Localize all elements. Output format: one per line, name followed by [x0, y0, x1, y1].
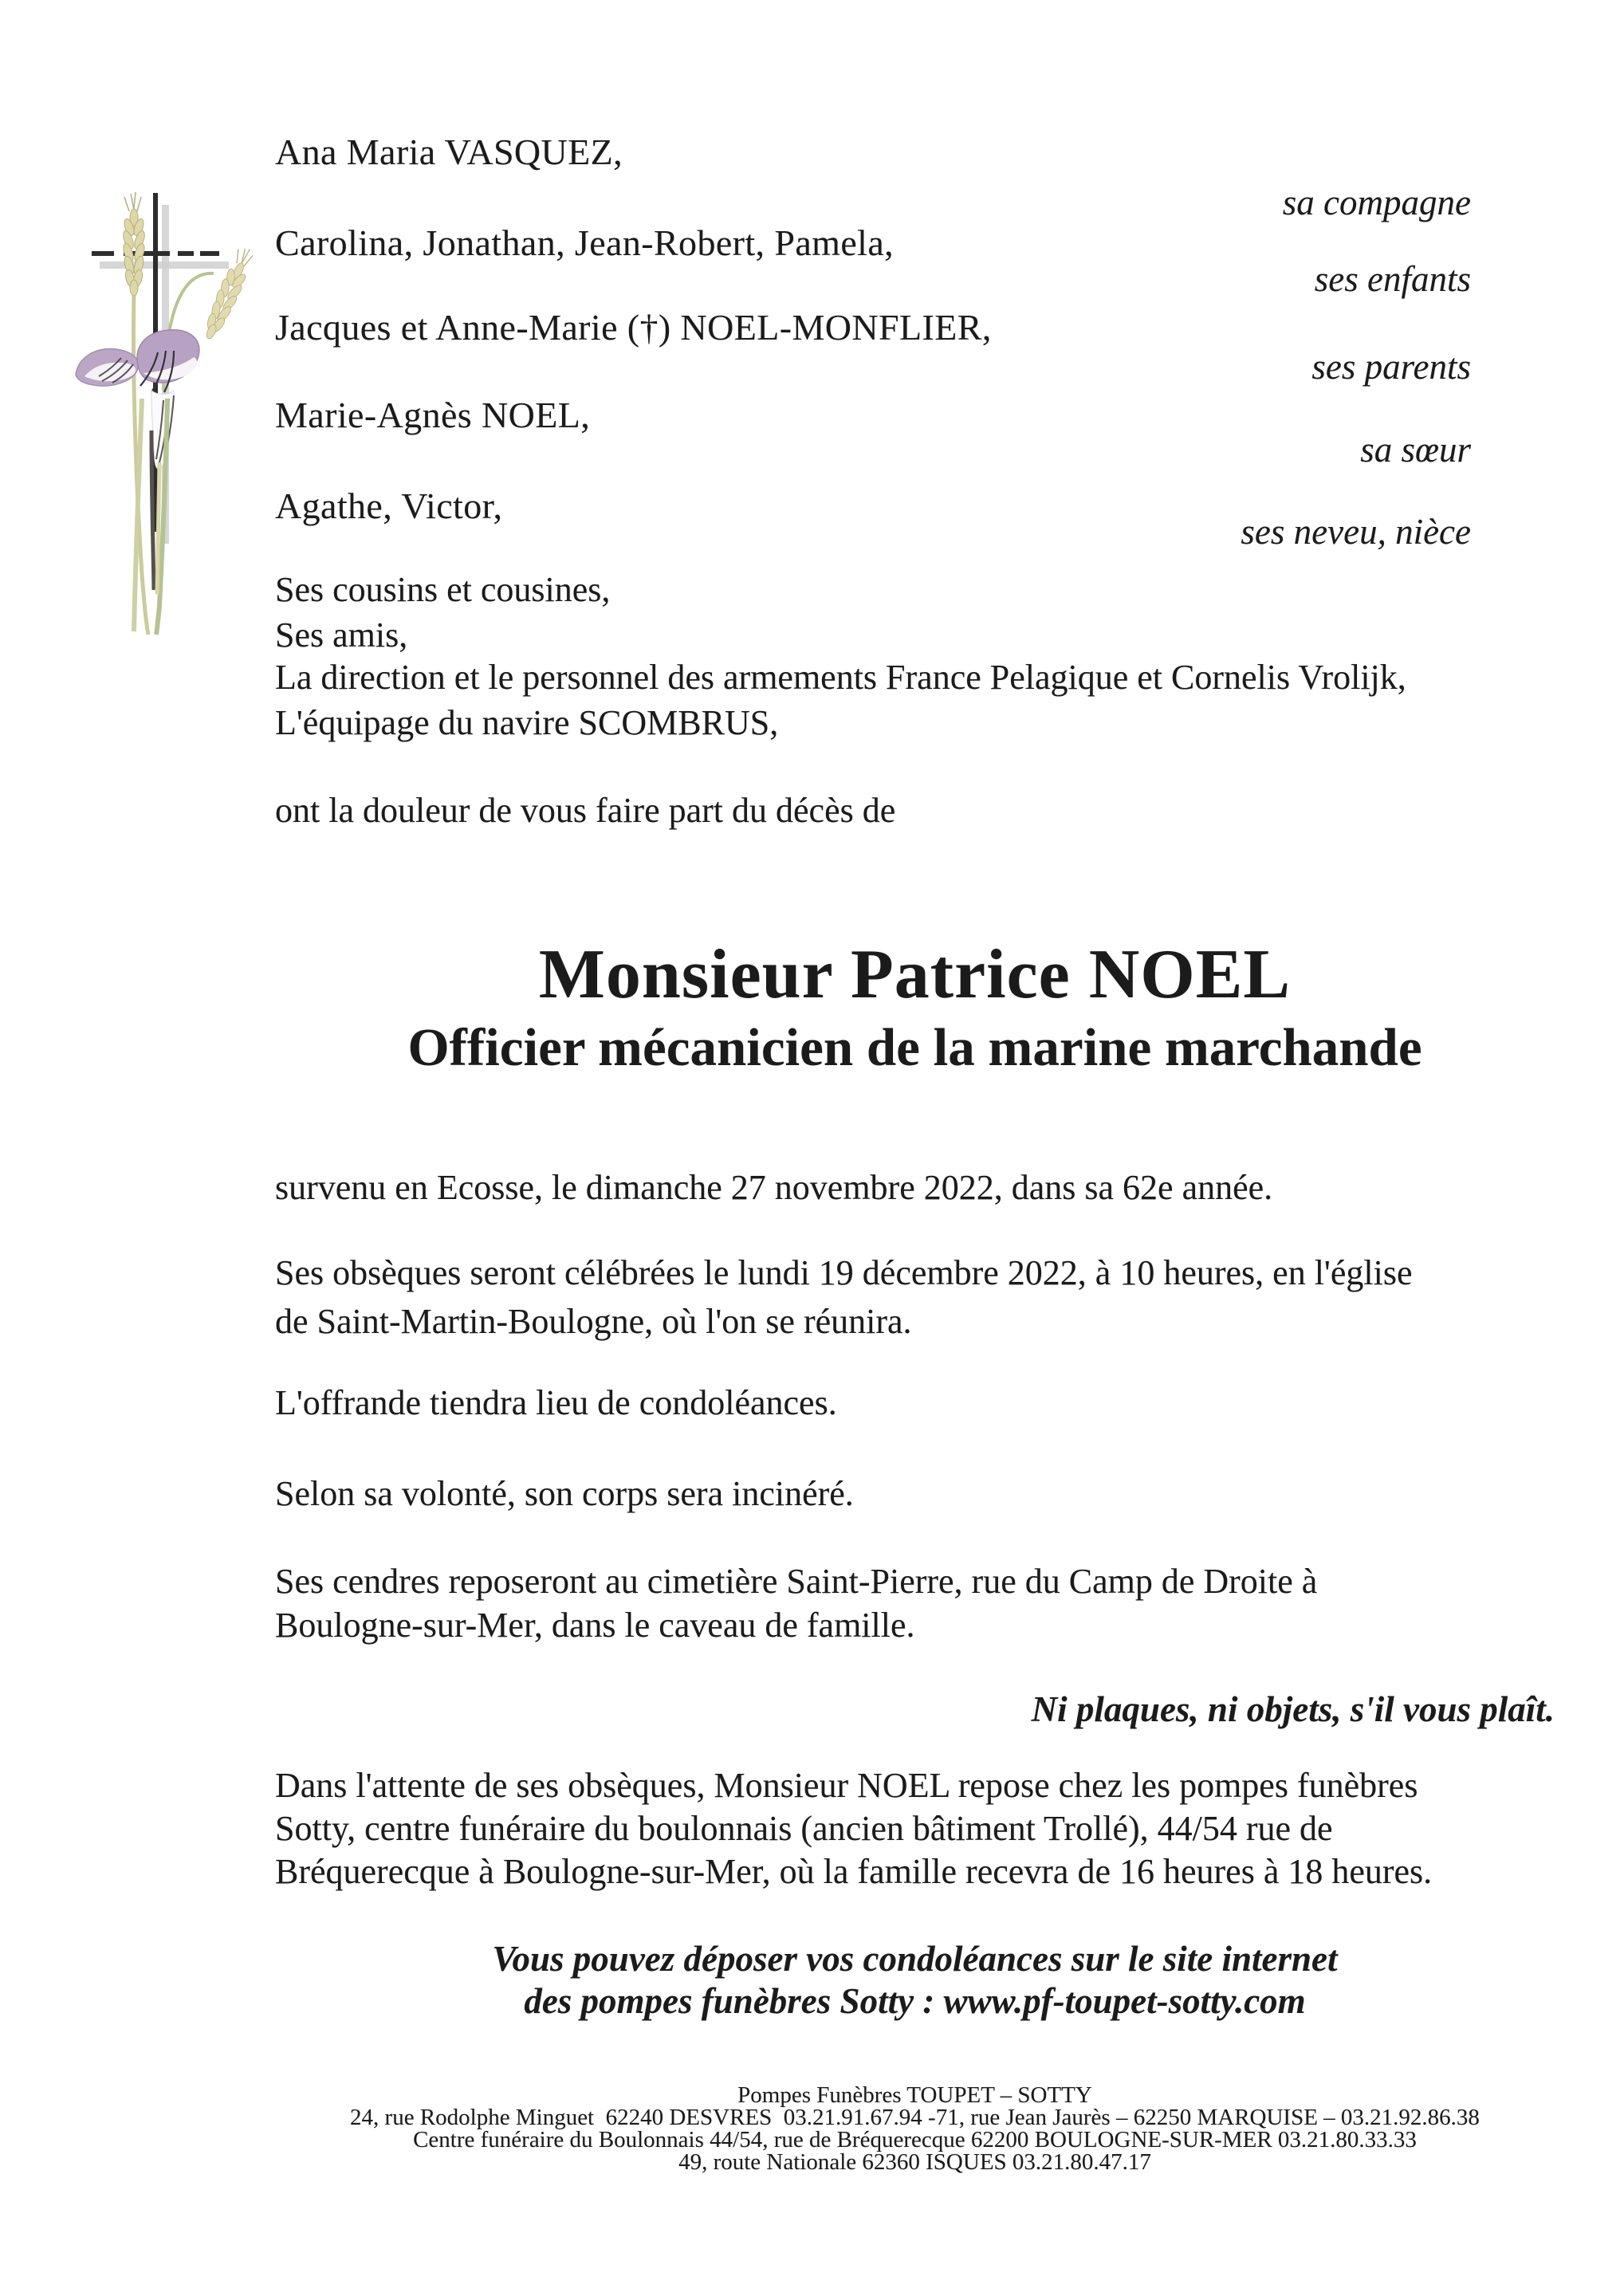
relation-label-4: sa sœur — [1360, 430, 1471, 470]
ceremony-line-1: Ses obsèques seront célébrées le lundi 19 décembre 2022, à 10 heures, en l'église — [275, 1253, 1413, 1292]
repose-line-1: Dans l'attente de ses obsèques, Monsieur NOEL repose chez les pompes funèbres — [275, 1766, 1418, 1805]
offering-line: L'offrande tiendra lieu de condoléances. — [275, 1383, 837, 1422]
footer-address-line-2: Centre funéraire du Boulonnais 44/54, rue de Bréquerecque 62200 BOULOGNE-SUR-MER 03.21.80.33.33 — [413, 2127, 1417, 2152]
condolences-line-1: Vous pouvez déposer vos condoléances sur le site internet — [492, 1939, 1338, 1979]
condolences-line-2: des pompes funèbres Sotty : www.pf-toupet-sotty.com — [524, 1981, 1306, 2021]
relation-name-5: Agathe, Victor, — [275, 486, 503, 526]
ashes-line-2: Boulogne-sur-Mer, dans le caveau de famille. — [275, 1606, 915, 1645]
mourners-line-4: L'équipage du navire SCOMBRUS, — [275, 703, 779, 742]
relation-label-3: ses parents — [1311, 347, 1471, 387]
mourners-line-2: Ses amis, — [275, 615, 408, 655]
memorial-cross-artwork — [32, 159, 271, 670]
relation-name-3: Jacques et Anne-Marie (†) NOEL-MONFLIER, — [275, 307, 992, 348]
footer-address-line-1: 24, rue Rodolphe Minguet 62240 DESVRES 03.21.91.67.94 -71, rue Jean Jaurès – 62250 MARQUISE – 03.21.92.86.38 — [350, 2105, 1480, 2130]
ashes-line-1: Ses cendres reposeront au cimetière Saint-Pierre, rue du Camp de Droite à — [275, 1562, 1318, 1601]
ceremony-line-2: de Saint-Martin-Boulogne, où l'on se réunira. — [275, 1302, 912, 1341]
repose-line-2: Sotty, centre funéraire du boulonnais (ancien bâtiment Trollé), 44/54 rue de — [275, 1809, 1333, 1848]
footer-company: Pompes Funèbres TOUPET – SOTTY — [737, 2082, 1092, 2108]
death-line: survenu en Ecosse, le dimanche 27 novembre 2022, dans sa 62e année. — [275, 1168, 1273, 1207]
relation-label-5: ses neveu, nièce — [1241, 512, 1471, 552]
no-plaques-note: Ni plaques, ni objets, s'il vous plaît. — [1031, 1689, 1555, 1729]
deceased-name: Monsieur Patrice NOEL — [538, 936, 1292, 1013]
deceased-title: Officier mécanicien de la marine marchande — [407, 1018, 1422, 1077]
repose-line-3: Bréquerecque à Boulogne-sur-Mer, où la famille recevra de 16 heures à 18 heures. — [275, 1852, 1433, 1891]
announcement-line: ont la douleur de vous faire part du décès de — [275, 791, 896, 830]
relation-name-4: Marie-Agnès NOEL, — [275, 395, 591, 435]
relation-name-1: Ana Maria VASQUEZ, — [275, 132, 623, 172]
mourners-line-1: Ses cousins et cousines, — [275, 570, 611, 609]
relation-label-1: sa compagne — [1282, 183, 1471, 222]
relation-name-2: Carolina, Jonathan, Jean-Robert, Pamela, — [275, 222, 895, 263]
footer-address-line-3: 49, route Nationale 62360 ISQUES 03.21.80.47.17 — [678, 2149, 1151, 2175]
cremation-line: Selon sa volonté, son corps sera incinéré. — [275, 1474, 854, 1513]
relation-label-2: ses enfants — [1314, 259, 1471, 299]
mourners-line-3: La direction et le personnel des armements France Pelagique et Cornelis Vrolijk, — [275, 658, 1406, 697]
